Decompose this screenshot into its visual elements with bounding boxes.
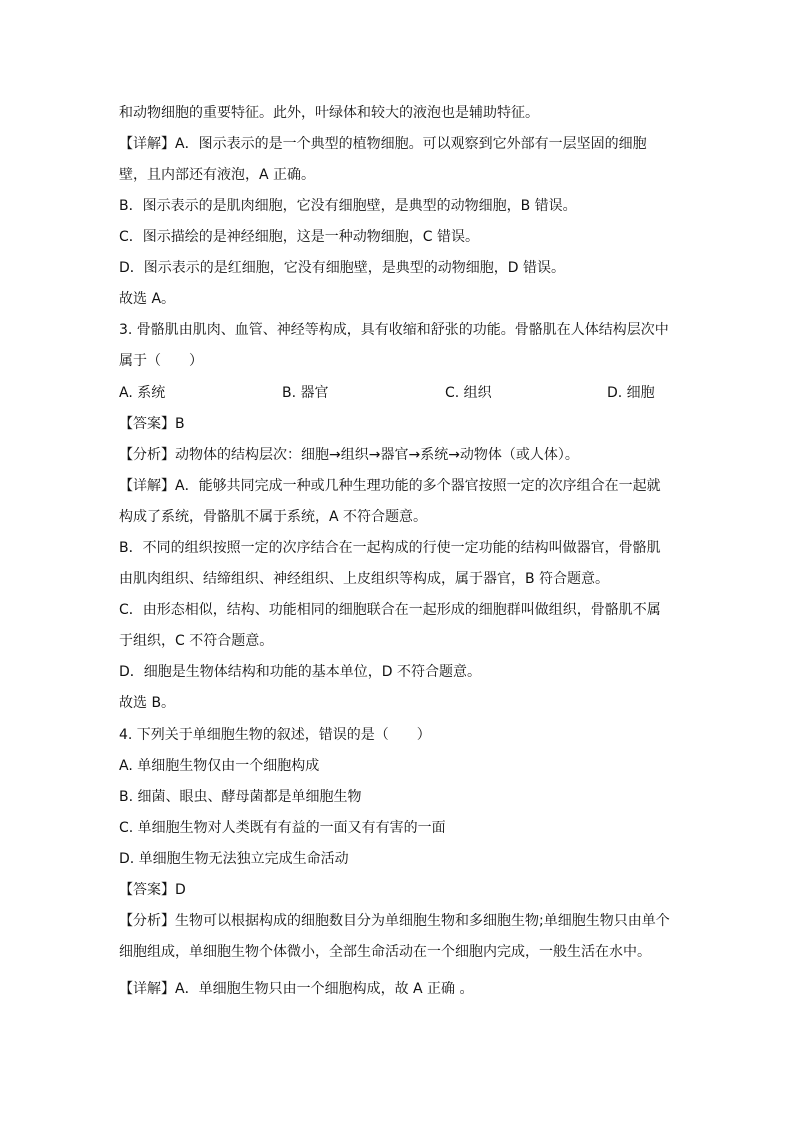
q3-option-b: B. 器官 [282, 385, 329, 401]
text-line: 和动物细胞的重要特征。此外，叶绿体和较大的液泡也是辅助特征。 [119, 105, 539, 121]
text-line: 故选 B。 [119, 695, 176, 711]
text-line: D．图示表示的是红细胞，它没有细胞壁，是典型的动物细胞，D 错误。 [119, 260, 566, 276]
text-line: 于组织，C 不符合题意。 [119, 633, 274, 649]
answer-label: 【答案】D [119, 882, 186, 898]
text-line: 构成了系统，骨骼肌不属于系统，A 不符合题意。 [119, 509, 428, 525]
text-line: 【详解】A．图示表示的是一个典型的植物细胞。可以观察到它外部有一层坚固的细胞 [119, 136, 647, 152]
text-line: B．图示表示的是肌肉细胞，它没有细胞壁，是典型的动物细胞，B 错误。 [119, 198, 577, 214]
q4-option-b: B. 细菌、眼虫、酵母菌都是单细胞生物 [119, 789, 362, 805]
analysis-line: 【分析】生物可以根据构成的细胞数目分为单细胞生物和多细胞生物;单细胞生物只由单个 [119, 913, 670, 929]
question-4-stem: 4. 下列关于单细胞生物的叙述，错误的是（ ） [119, 727, 431, 743]
q4-option-c: C. 单细胞生物对人类既有有益的一面又有有害的一面 [119, 820, 446, 836]
text-line: C．图示描绘的是神经细胞，这是一种动物细胞，C 错误。 [119, 229, 479, 245]
text-line: C．由形态相似，结构、功能相同的细胞联合在一起形成的细胞群叫做组织，骨骼肌不属 [119, 602, 661, 618]
text-line: B．不同的组织按照一定的次序结合在一起构成的行使一定功能的结构叫做器官，骨骼肌 [119, 540, 661, 556]
text-line: 由肌肉组织、结缔组织、神经组织、上皮组织等构成，属于器官，B 符合题意。 [119, 571, 610, 587]
q4-option-a: A. 单细胞生物仅由一个细胞构成 [119, 758, 320, 774]
analysis-line: 【分析】动物体的结构层次：细胞→组织→器官→系统→动物体（或人体）。 [119, 447, 579, 463]
text-line: 壁，且内部还有液泡，A 正确。 [119, 167, 316, 183]
detail-line: 【详解】A．能够共同完成一种或几种生理功能的多个器官按照一定的次序组合在一起就 [119, 478, 661, 494]
text-line: 故选 A。 [119, 291, 176, 307]
q3-option-c: C. 组织 [445, 385, 492, 401]
answer-label: 【答案】B [119, 416, 185, 432]
text-line: 细胞组成，单细胞生物个体微小，全部生命活动在一个细胞内完成，一般生活在水中。 [119, 944, 651, 960]
text-line: D．细胞是生物体结构和功能的基本单位，D 不符合题意。 [119, 664, 482, 680]
question-3-stem: 3. 骨骼肌由肌肉、血管、神经等构成，具有收缩和舒张的功能。骨骼肌在人体结构层次中 [119, 322, 669, 338]
detail-line: 【详解】A．单细胞生物只由一个细胞构成，故 A 正确 。 [119, 981, 474, 997]
q3-option-d: D. 细胞 [607, 385, 655, 401]
q4-option-d: D. 单细胞生物无法独立完成生命活动 [119, 851, 349, 867]
question-3-stem-cont: 属于（ ） [119, 353, 203, 369]
q3-option-a: A. 系统 [119, 385, 166, 401]
